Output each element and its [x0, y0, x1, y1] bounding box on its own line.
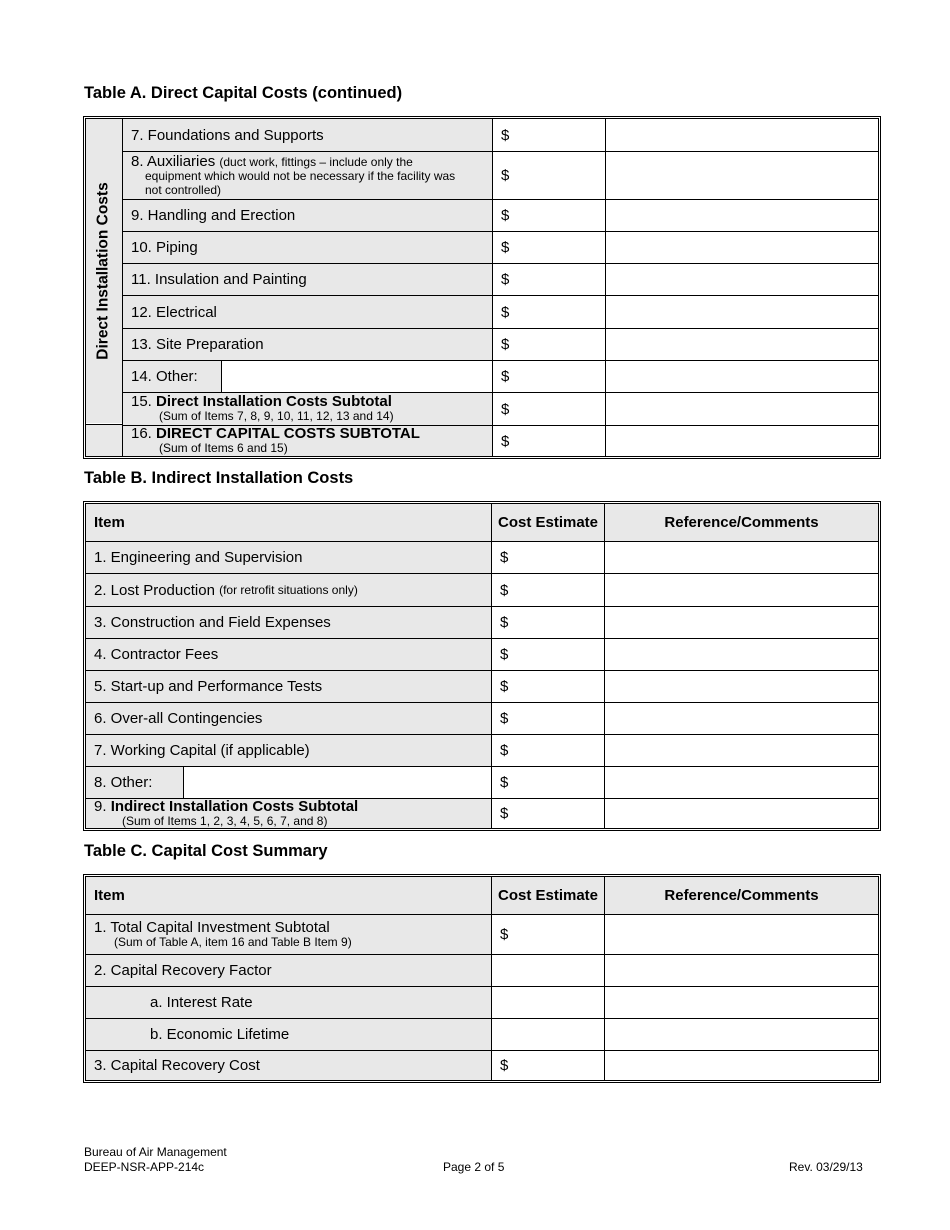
cost-input[interactable]: $: [492, 361, 605, 392]
cost-input[interactable]: $: [492, 264, 605, 295]
cost-input[interactable]: $: [492, 119, 605, 151]
cost-input[interactable]: $: [491, 607, 604, 638]
comments-input[interactable]: [604, 955, 878, 986]
table-row: [86, 799, 878, 828]
table-row: [123, 119, 878, 152]
table-row: [86, 1019, 878, 1051]
comments-input[interactable]: [604, 607, 878, 638]
cost-input[interactable]: $: [492, 152, 605, 199]
header-ref: Reference/Comments: [604, 504, 878, 541]
row-label: 5. Start-up and Performance Tests: [86, 671, 491, 702]
table-row: [86, 767, 878, 799]
comments-input[interactable]: [605, 393, 878, 425]
footer-org: Bureau of Air Management: [84, 1145, 227, 1159]
table-row: [123, 296, 878, 329]
cost-input[interactable]: $: [492, 393, 605, 425]
table-row: [86, 1051, 878, 1080]
comments-input[interactable]: [604, 767, 878, 798]
table-row: [86, 915, 878, 955]
comments-input[interactable]: [604, 574, 878, 606]
header-item: Item: [94, 887, 125, 904]
comments-input[interactable]: [604, 542, 878, 573]
comments-input[interactable]: [604, 799, 878, 828]
table-c-title: Table C. Capital Cost Summary: [84, 842, 328, 860]
side-label: Direct Installation Costs: [95, 182, 112, 360]
header-cost: Cost Estimate: [491, 877, 604, 914]
comments-input[interactable]: [605, 232, 878, 263]
table-row: [86, 735, 878, 767]
table-row: [86, 542, 878, 574]
table-b: [83, 501, 881, 831]
comments-input[interactable]: [604, 703, 878, 734]
cost-input[interactable]: $: [491, 574, 604, 606]
comments-input[interactable]: [605, 426, 878, 456]
row-label: 3. Capital Recovery Cost: [86, 1051, 491, 1080]
row-label: 3. Construction and Field Expenses: [86, 607, 491, 638]
table-row: [123, 426, 878, 456]
table-row: [123, 361, 878, 393]
cost-input[interactable]: $: [491, 703, 604, 734]
cost-input[interactable]: $: [491, 671, 604, 702]
row-label: 8. Other:: [86, 767, 183, 798]
comments-input[interactable]: [604, 1051, 878, 1080]
table-row: [86, 574, 878, 607]
comments-input[interactable]: [605, 361, 878, 392]
comments-input[interactable]: [605, 200, 878, 231]
row-label: 6. Over-all Contingencies: [86, 703, 491, 734]
comments-input[interactable]: [604, 671, 878, 702]
row-label: 15. Direct Installation Costs Subtotal (Sum of Items 7, 8, 9, 10, 11, 12, 13 and 14): [123, 393, 492, 425]
row-label: 10. Piping: [123, 232, 492, 263]
row-label: 1. Engineering and Supervision: [86, 542, 491, 573]
table-row: [86, 671, 878, 703]
comments-input[interactable]: [604, 915, 878, 954]
cost-input[interactable]: $: [491, 915, 604, 954]
cost-input[interactable]: [491, 955, 604, 986]
table-row: [86, 639, 878, 671]
table-row: [123, 232, 878, 264]
table-row: [123, 264, 878, 296]
header-item: Item: [94, 514, 125, 531]
row-label: 9. Handling and Erection: [123, 200, 492, 231]
cost-input[interactable]: $: [491, 639, 604, 670]
header-cost: Cost Estimate: [491, 504, 604, 541]
cost-input[interactable]: $: [492, 232, 605, 263]
cost-input[interactable]: $: [491, 542, 604, 573]
cost-input[interactable]: $: [491, 799, 604, 828]
table-row: [86, 987, 878, 1019]
row-label: 2. Lost Production (for retrofit situations only): [86, 574, 491, 606]
row-label: 2. Capital Recovery Factor: [86, 955, 491, 986]
row-label: 16. DIRECT CAPITAL COSTS SUBTOTAL (Sum of Items 6 and 15): [123, 426, 492, 456]
footer-page-number: Page 2 of 5: [443, 1160, 505, 1174]
row-label: 7. Foundations and Supports: [123, 119, 492, 151]
table-a-title: Table A. Direct Capital Costs (continued): [84, 84, 403, 102]
row-label: 14. Other:: [123, 361, 221, 392]
row-label: 9. Indirect Installation Costs Subtotal (Sum of Items 1, 2, 3, 4, 5, 6, 7, and 8): [86, 799, 491, 828]
comments-input[interactable]: [605, 119, 878, 151]
cost-input[interactable]: $: [492, 296, 605, 328]
row-label: 8. Auxiliaries (duct work, fittings – include only the equipment which would not be necessary if the facility was not controlled): [123, 152, 492, 199]
cost-input[interactable]: $: [492, 329, 605, 360]
comments-input[interactable]: [605, 329, 878, 360]
row-label: b. Economic Lifetime: [86, 1019, 491, 1050]
table-header: [86, 877, 878, 915]
cost-input[interactable]: $: [491, 1051, 604, 1080]
table-row: [123, 393, 878, 426]
cost-input[interactable]: $: [491, 735, 604, 766]
comments-input[interactable]: [604, 1019, 878, 1050]
comments-input[interactable]: [605, 264, 878, 295]
cost-input[interactable]: $: [492, 426, 605, 456]
row-label: 7. Working Capital (if applicable): [86, 735, 491, 766]
cost-input[interactable]: $: [491, 767, 604, 798]
side-label-cell-bottom: [86, 424, 122, 456]
comments-input[interactable]: [605, 152, 878, 199]
table-row: [86, 955, 878, 987]
row-label: a. Interest Rate: [86, 987, 491, 1018]
table-row: [86, 703, 878, 735]
table-row: [123, 200, 878, 232]
table-row: [123, 329, 878, 361]
table-b-title: Table B. Indirect Installation Costs: [84, 469, 354, 487]
header-ref: Reference/Comments: [604, 877, 878, 914]
table-row: [86, 607, 878, 639]
table-row: [123, 152, 878, 200]
comments-input[interactable]: [604, 735, 878, 766]
row-label: 1. Total Capital Investment Subtotal (Sum of Table A, item 16 and Table B Item 9): [86, 915, 491, 954]
table-a: [83, 116, 881, 459]
comments-input[interactable]: [605, 296, 878, 328]
cost-input[interactable]: [491, 1019, 604, 1050]
other-description-input[interactable]: [183, 767, 491, 798]
footer-form-number: DEEP-NSR-APP-214c: [84, 1160, 205, 1174]
cost-input[interactable]: [491, 987, 604, 1018]
row-label: 4. Contractor Fees: [86, 639, 491, 670]
comments-input[interactable]: [604, 987, 878, 1018]
table-header: [86, 504, 878, 542]
other-description-input[interactable]: [221, 361, 492, 392]
row-label: 12. Electrical: [123, 296, 492, 328]
row-label: 13. Site Preparation: [123, 329, 492, 360]
cost-input[interactable]: $: [492, 200, 605, 231]
comments-input[interactable]: [604, 639, 878, 670]
row-label: 11. Insulation and Painting: [123, 264, 492, 295]
footer-revision: Rev. 03/29/13: [789, 1160, 863, 1174]
table-c: [83, 874, 881, 1083]
